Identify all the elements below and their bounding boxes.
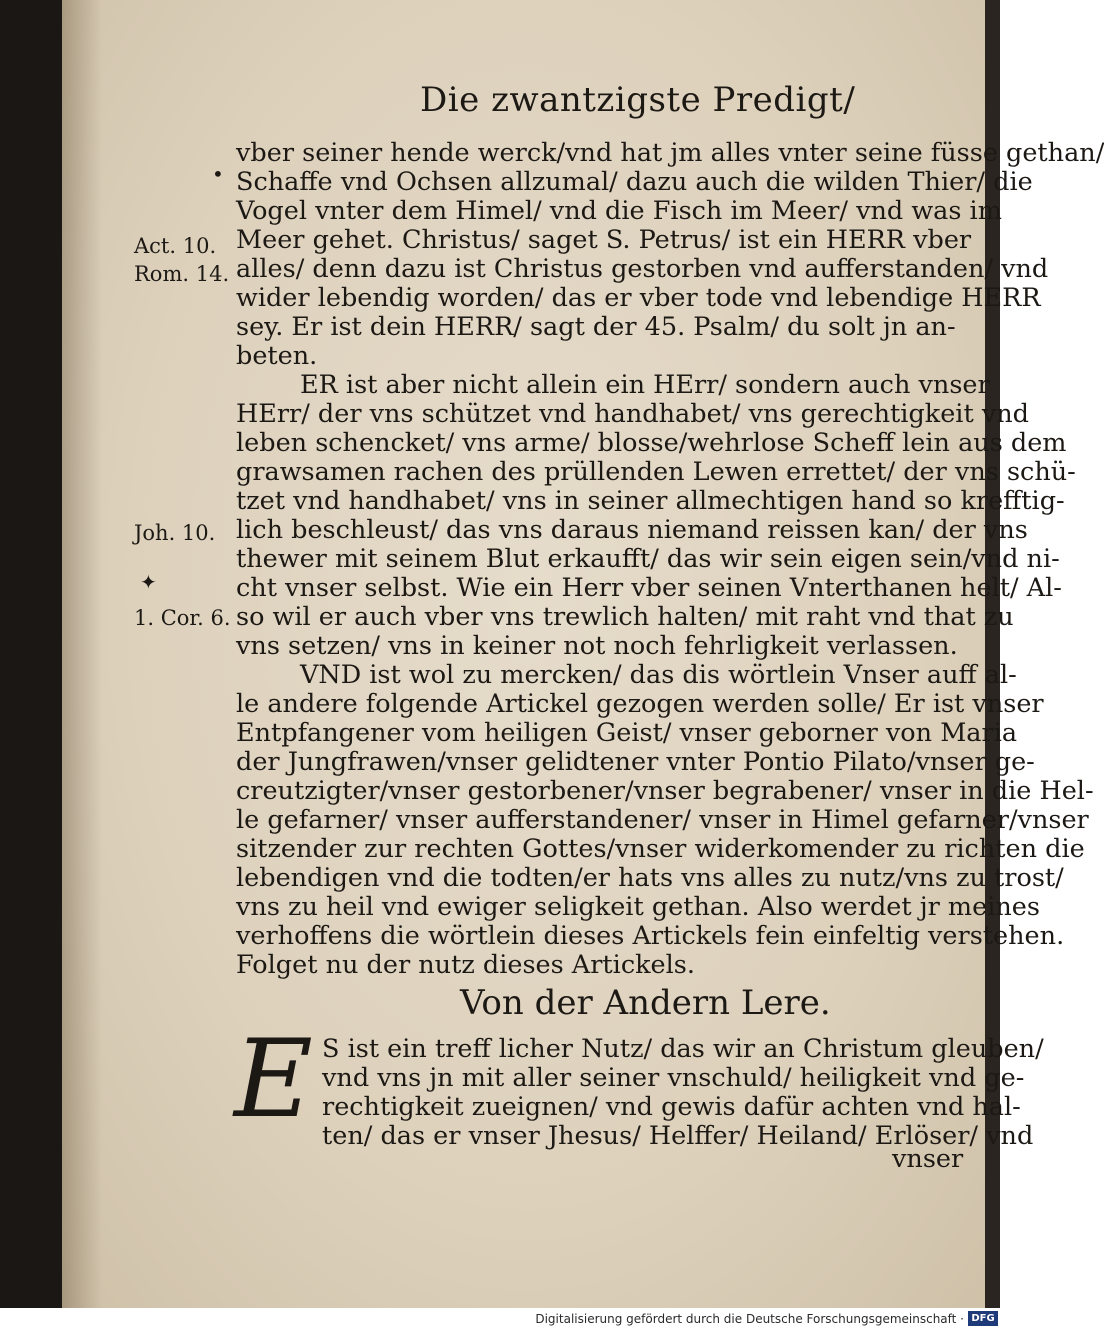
text-line: alles/ denn dazu ist Christus gestorben vnd aufferstanden/ vnd: [236, 254, 1049, 284]
text-line: wider lebendig worden/ das er vber tode vnd lebendige HERR: [236, 283, 1041, 313]
funding-credit: Digitalisierung gefördert durch die Deutsche Forschungsgemeinschaft ·: [535, 1312, 964, 1326]
text-line: vns setzen/ vns in keiner not noch fehrligkeit verlassen.: [236, 631, 958, 661]
margin-mark: ✦: [140, 570, 157, 594]
text-line: ten/ das er vnser Jhesus/ Helffer/ Heiland/ Erlöser/ vnd: [322, 1121, 1034, 1151]
section-heading: Von der Andern Lere.: [460, 983, 831, 1023]
text-line: Schaffe vnd Ochsen allzumal/ dazu auch die wilden Thier/ die: [236, 167, 1033, 197]
text-line: vber seiner hende werck/vnd hat jm alles vnter seine füsse gethan/: [236, 138, 1104, 168]
margin-note: 1. Cor. 6.: [134, 606, 231, 630]
footer: [0, 1308, 1000, 1330]
text-line: sey. Er ist dein HERR/ sagt der 45. Psalm/ du solt jn an-: [236, 312, 956, 342]
margin-note: Act. 10.: [134, 234, 217, 258]
text-line: rechtigkeit zueignen/ vnd gewis dafür achten vnd hal-: [322, 1092, 1021, 1122]
text-line: grawsamen rachen des prüllenden Lewen errettet/ der vns schü-: [236, 457, 1076, 487]
text-line: sitzender zur rechten Gottes/vnser widerkomender zu richten die: [236, 834, 1085, 864]
text-line: HErr/ der vns schützet vnd handhabet/ vns gerechtigkeit vnd: [236, 399, 1029, 429]
text-line: thewer mit seinem Blut erkaufft/ das wir sein eigen sein/vnd ni-: [236, 544, 1060, 574]
text-line: S ist ein treff licher Nutz/ das wir an Christum gleuben/: [322, 1034, 1044, 1064]
text-line: Vogel vnter dem Himel/ vnd die Fisch im Meer/ vnd was im: [236, 196, 1002, 226]
text-line: vns zu heil vnd ewiger seligkeit gethan. Also werdet jr meines: [236, 892, 1040, 922]
margin-mark: •: [212, 162, 224, 186]
dfg-logo: DFG: [968, 1311, 998, 1326]
text-line: creutzigter/vnser gestorbener/vnser begrabener/ vnser in die Hel-: [236, 776, 1094, 806]
text-line: der Jungfrawen/vnser gelidtener vnter Pontio Pilato/vnser ge-: [236, 747, 1035, 777]
text-line: le andere folgende Artickel gezogen werden solle/ Er ist vnser: [236, 689, 1044, 719]
text-line: le gefarner/ vnser aufferstandener/ vnser in Himel gefarner/vnser: [236, 805, 1089, 835]
text-line: lebendigen vnd die todten/er hats vns alles zu nutz/vns zu trost/: [236, 863, 1064, 893]
margin-note: Rom. 14.: [134, 262, 230, 286]
margin-note: Joh. 10.: [134, 521, 216, 545]
catchword: vnser: [892, 1144, 964, 1174]
drop-cap: E: [234, 1017, 313, 1142]
text-line: Folget nu der nutz dieses Artickels.: [236, 950, 695, 980]
page-heading: Die zwantzigste Predigt/: [420, 80, 856, 120]
text-line: verhoffens die wörtlein dieses Artickels fein einfeltig verstehen.: [236, 921, 1065, 951]
text-line: Entpfangener vom heiligen Geist/ vnser geborner von Maria: [236, 718, 1018, 748]
text-line: VND ist wol zu mercken/ das dis wörtlein Vnser auff al-: [300, 660, 1017, 690]
text-line: ER ist aber nicht allein ein HErr/ sondern auch vnser: [300, 370, 990, 400]
text-line: tzet vnd handhabet/ vns in seiner allmechtigen hand so krefftig-: [236, 486, 1065, 516]
text-line: Meer gehet. Christus/ saget S. Petrus/ ist ein HERR vber: [236, 225, 972, 255]
text-line: so wil er auch vber vns trewlich halten/ mit raht vnd that zu: [236, 602, 1014, 632]
text-line: leben schencket/ vns arme/ blosse/wehrlose Scheff lein aus dem: [236, 428, 1067, 458]
text-line: lich beschleust/ das vns daraus niemand reissen kan/ der vns: [236, 515, 1028, 545]
text-line: vnd vns jn mit aller seiner vnschuld/ heiligkeit vnd ge-: [322, 1063, 1025, 1093]
text-line: beten.: [236, 341, 318, 371]
text-line: cht vnser selbst. Wie ein Herr vber seinen Vnterthanen helt/ Al-: [236, 573, 1062, 603]
